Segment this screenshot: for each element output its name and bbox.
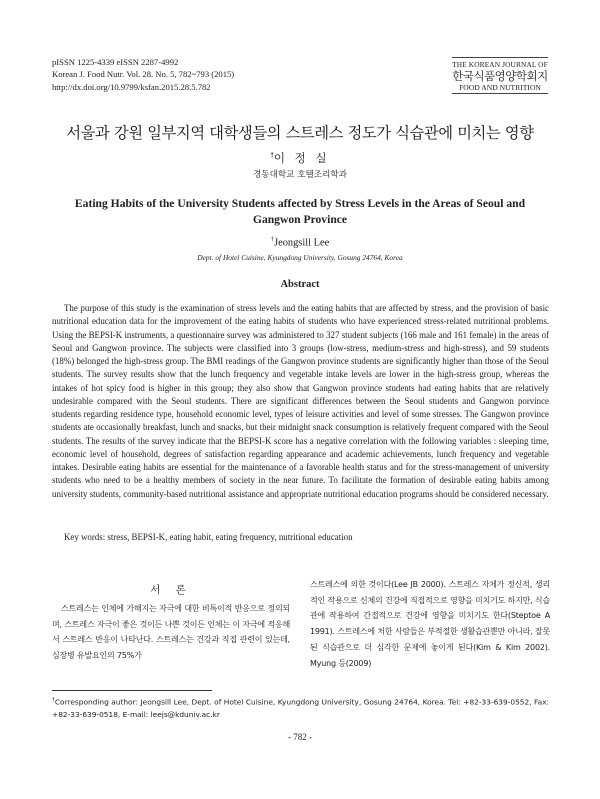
journal-rule-top — [452, 57, 548, 58]
journal-title-kr: 한국식품영양학회지 — [452, 69, 548, 83]
abstract-text: The purpose of this study is the examination of stress levels and the eating habits that are affected by stress, and the provision of basic nutritional education data for the improvement of the eating habits of students who have experienced stress-related nutritional problems. Using the BEPSI-K instruments, a questionnaire survey was administered to 327 student subjects (166 male and 161 female) in the areas of Seoul and Gangwon province. The subjects were classified into 3 groups (low-stress, medium-stress and high-stress), and 59 students (18%) belonged the high-stress group. The BMI readings of the Gangwon province students are significantly higher than those of the Seoul students. The survey results show that the lunch frequency and vegetable intake levels are lower in the high-stress group, whereas the intakes of hot spicy food is higher in this group; they also show that Gangwon province students had eating habits that are relatively undesirable compared with the Seoul students. There are significant differences between the Seoul students and Gangwon porvince students regarding residence type, household economic level, types of leisure activities and level of some stresses. The Gangwon province students ate occasionally breakfast, lunch and snacks, but their midnight snack consumption is relatively frequent compared with the Seoul students. The results of the survey indicate that the BEPSI-K score has a negative correlation with the following variables : sleeping time, economic level of household, degrees of satisfaction regarding appearance and academic achievements, lunch frequency and vegetable intakes. Desirable eating habits are essential for the maintenance of a favorable health status and for the stress-management of university students who need to be a healthy members of society in the near future. To facilitate the formation of desirable eating habits among university students, community-based nutritional assistance and appropriate nutritional education programs should be considered necessary. — [52, 303, 549, 499]
citation-line: Korean J. Food Nutr. Vol. 28. No. 5, 782~793 (2015) — [52, 69, 235, 80]
author-kr — [0, 150, 600, 166]
doi-line: http://dx.doi.org/10.9799/ksfan.2015.28.5.782 — [52, 81, 211, 92]
page-number: - 782 - — [288, 732, 312, 742]
journal-title-en-bottom: FOOD AND NUTRITION — [459, 83, 541, 92]
affiliation-kr: 경동대학교 호텔조리학과 — [252, 170, 348, 180]
publication-meta — [52, 56, 234, 93]
affiliation-en: Dept. of Hotel Cuisine, Kyungdong University, Gosung 24764, Korea — [197, 253, 403, 262]
author-kr-name: 이 정 실 — [273, 151, 330, 165]
journal-title-en-top: THE KOREAN JOURNAL OF — [452, 60, 548, 69]
issn-line: pISSN 1225-4339 eISSN 2287-4992 — [52, 57, 179, 67]
journal-rule-bottom — [452, 93, 548, 94]
intro-left-column: 스트레스는 인체에 가해지는 자극에 대한 비특이적 반응으로 정의되며, 스트레스 자극이 좋은 것이든 나쁜 것이든 인체는 이 자극에 적응해서 스트레스 반응이 나타난다. 스트레스는 건강과 직접 관련이 있는데, 심장병 유발요인의 75%가 — [52, 604, 290, 661]
keywords: Key words: stress, BEPSI-K, eating habit, eating frequency, nutritional education — [64, 532, 353, 542]
intro-heading: 서 론 — [150, 584, 192, 596]
abstract-heading: Abstract — [280, 279, 320, 290]
journal-logo — [452, 57, 548, 94]
corresponding-author-footnote — [52, 694, 549, 721]
author-mark: † — [270, 151, 274, 160]
author-en-mark: † — [270, 236, 275, 243]
author-en — [0, 236, 600, 248]
footnote-mark: † — [52, 697, 55, 703]
footnote-text: Corresponding author: Jeongsill Lee, Dept. of Hotel Cuisine, Kyungdong University, Gosung 24764, Korea. Tel: +82-33-639-0552, Fax: +82-33-639-0518, E-mail: leejs@kduniv.ac.kr — [52, 697, 549, 719]
article-title-kr: 서울과 강원 일부지역 대학생들의 스트레스 정도가 식습관에 미치는 영향 — [66, 124, 534, 142]
intro-right-column: 스트레스에 의한 것이다(Lee JB 2000). 스트레스 자체가 정신적, 생리적인 작용으로 신체의 건강에 직접적으로 영향을 미치기도 하지만, 식습관에 작용하여 간접적으로 건강에 영향을 미치기도 한다(Steptoe A 1991). 스트레스에 처한 사람들은 부적절한 생활습관뿐만 아니라, 잘못된 식습관으로 더 심각한 문제에 놓이게 된다(Kim & Kim 2002). Myung 등(2009) — [310, 580, 550, 668]
article-title-en: Eating Habits of the University Students affected by Stress Levels in the Areas of Seoul and Gangwon Province — [74, 197, 526, 226]
footnote-divider — [52, 690, 212, 691]
author-en-name: Jeongsill Lee — [274, 237, 330, 249]
